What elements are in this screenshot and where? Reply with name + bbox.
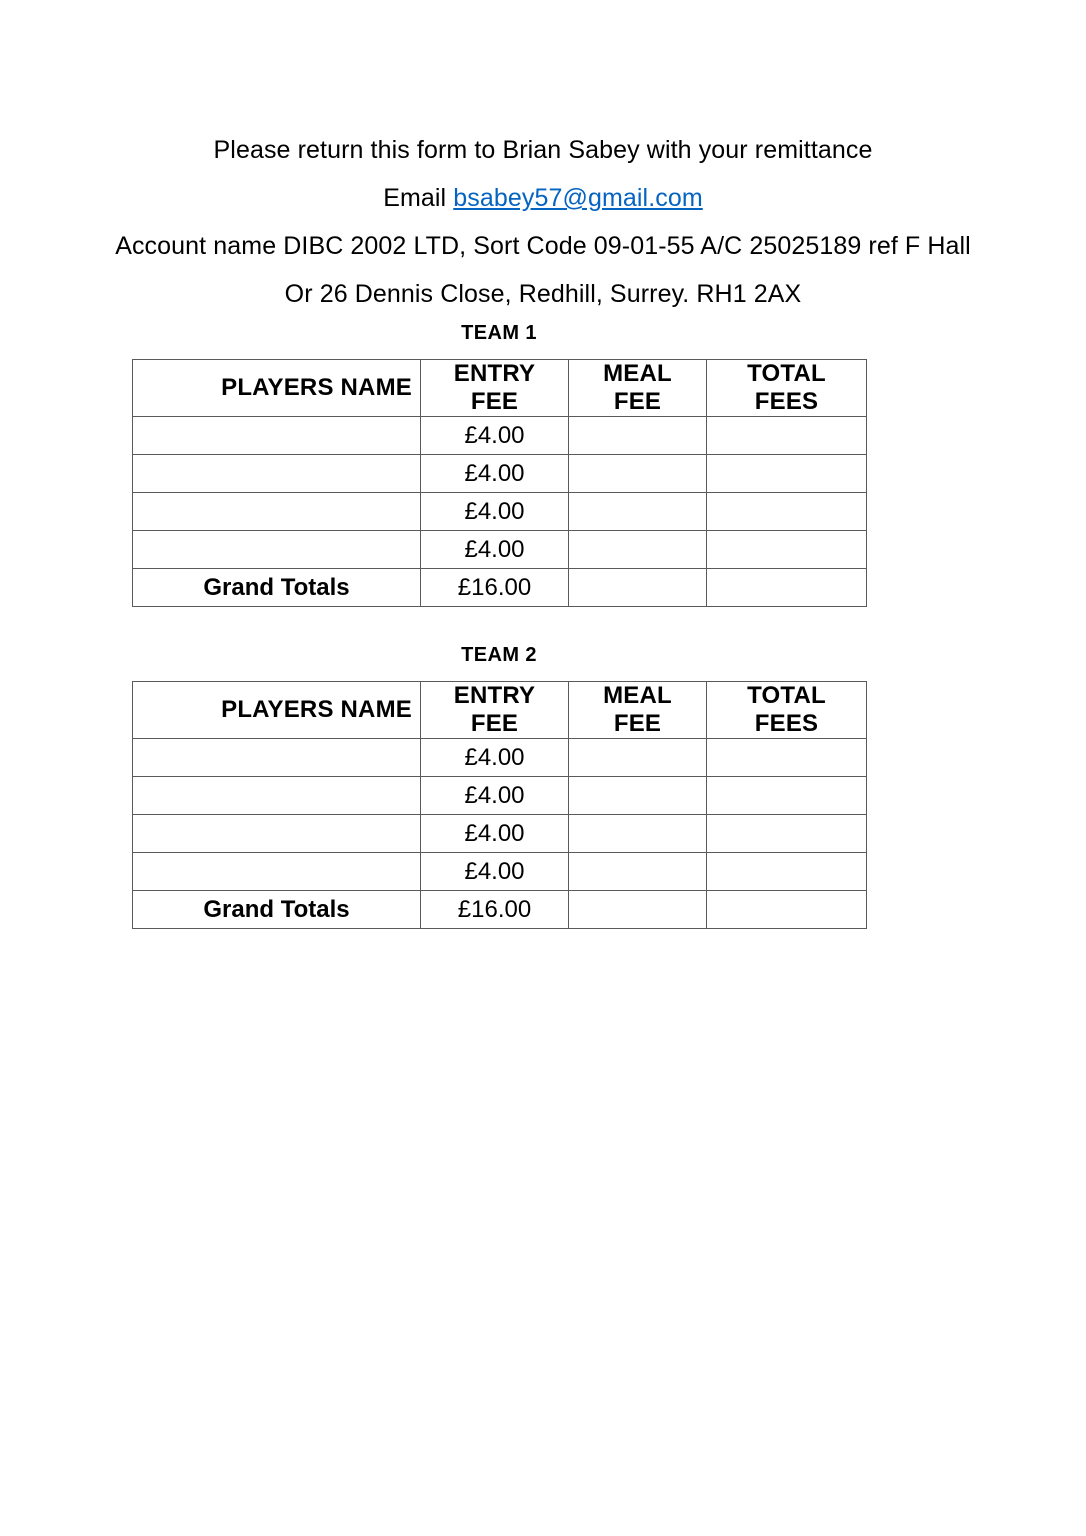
team-title-1: TEAM 1 [461,322,537,344]
meal-fee-cell[interactable] [569,853,707,891]
player-name-cell[interactable] [133,455,421,493]
table-row [133,417,867,455]
email-label: Email [383,184,454,212]
column-header-players-name: PLAYERS NAME [133,682,421,739]
table-header-row [133,360,867,417]
meal-fee-cell[interactable] [569,777,707,815]
player-name-cell[interactable] [133,777,421,815]
column-header-total-fees: TOTAL FEES [707,360,867,417]
entry-fee-cell: £4.00 [421,455,569,493]
postal-address-text: Or 26 Dennis Close, Redhill, Surrey. RH1 2AX [284,280,802,308]
meal-fee-cell[interactable] [569,417,707,455]
column-header-meal-fee: MEAL FEE [569,682,707,739]
total-fees-cell[interactable] [707,739,867,777]
team-section-2 [132,644,866,929]
total-fees-cell[interactable] [707,853,867,891]
intro-block [0,126,1086,318]
meal-fee-cell[interactable] [569,739,707,777]
total-fees-cell[interactable] [707,531,867,569]
table-row [133,455,867,493]
account-details-text: Account name DIBC 2002 LTD, Sort Code 09-01-55 A/C 25025189 ref F Hall [115,232,971,260]
player-name-cell[interactable] [133,493,421,531]
table-row [133,815,867,853]
table-row [133,853,867,891]
column-header-total-fees: TOTAL FEES [707,682,867,739]
player-name-cell[interactable] [133,531,421,569]
grand-totals-row [133,569,867,607]
table-row [133,777,867,815]
meal-fee-cell[interactable] [569,815,707,853]
total-fees-cell[interactable] [707,815,867,853]
player-name-cell[interactable] [133,815,421,853]
grand-totals-label: Grand Totals [133,891,421,929]
table-row [133,531,867,569]
entry-fee-cell: £4.00 [421,493,569,531]
grand-total-total-fees[interactable] [707,891,867,929]
column-header-entry-fee: ENTRY FEE [421,360,569,417]
entry-fee-cell: £4.00 [421,777,569,815]
grand-total-meal-fee[interactable] [569,569,707,607]
email-link[interactable]: bsabey57@gmail.com [453,184,703,212]
column-header-entry-fee: ENTRY FEE [421,682,569,739]
account-details-line [0,222,1086,270]
entry-fee-cell: £4.00 [421,853,569,891]
grand-total-meal-fee[interactable] [569,891,707,929]
entry-fee-cell: £4.00 [421,417,569,455]
meal-fee-cell[interactable] [569,531,707,569]
entry-fee-cell: £4.00 [421,531,569,569]
return-instruction-line [0,126,1086,174]
postal-address-line [0,270,1086,318]
column-header-players-name: PLAYERS NAME [133,360,421,417]
total-fees-cell[interactable] [707,493,867,531]
entry-fee-cell: £4.00 [421,739,569,777]
column-header-meal-fee: MEAL FEE [569,360,707,417]
team-title-2: TEAM 2 [461,644,537,666]
return-instruction-text: Please return this form to Brian Sabey with your remittance [213,136,873,164]
team-section-1 [132,322,866,607]
player-name-cell[interactable] [133,417,421,455]
fees-table-team-2 [132,681,867,929]
grand-totals-label: Grand Totals [133,569,421,607]
grand-total-total-fees[interactable] [707,569,867,607]
player-name-cell[interactable] [133,739,421,777]
player-name-cell[interactable] [133,853,421,891]
meal-fee-cell[interactable] [569,493,707,531]
grand-totals-row [133,891,867,929]
total-fees-cell[interactable] [707,455,867,493]
table-row [133,493,867,531]
grand-total-entry-fee: £16.00 [421,891,569,929]
total-fees-cell[interactable] [707,417,867,455]
total-fees-cell[interactable] [707,777,867,815]
fees-table-team-1 [132,359,867,607]
email-line [0,174,1086,222]
meal-fee-cell[interactable] [569,455,707,493]
entry-fee-cell: £4.00 [421,815,569,853]
grand-total-entry-fee: £16.00 [421,569,569,607]
table-header-row [133,682,867,739]
table-row [133,739,867,777]
